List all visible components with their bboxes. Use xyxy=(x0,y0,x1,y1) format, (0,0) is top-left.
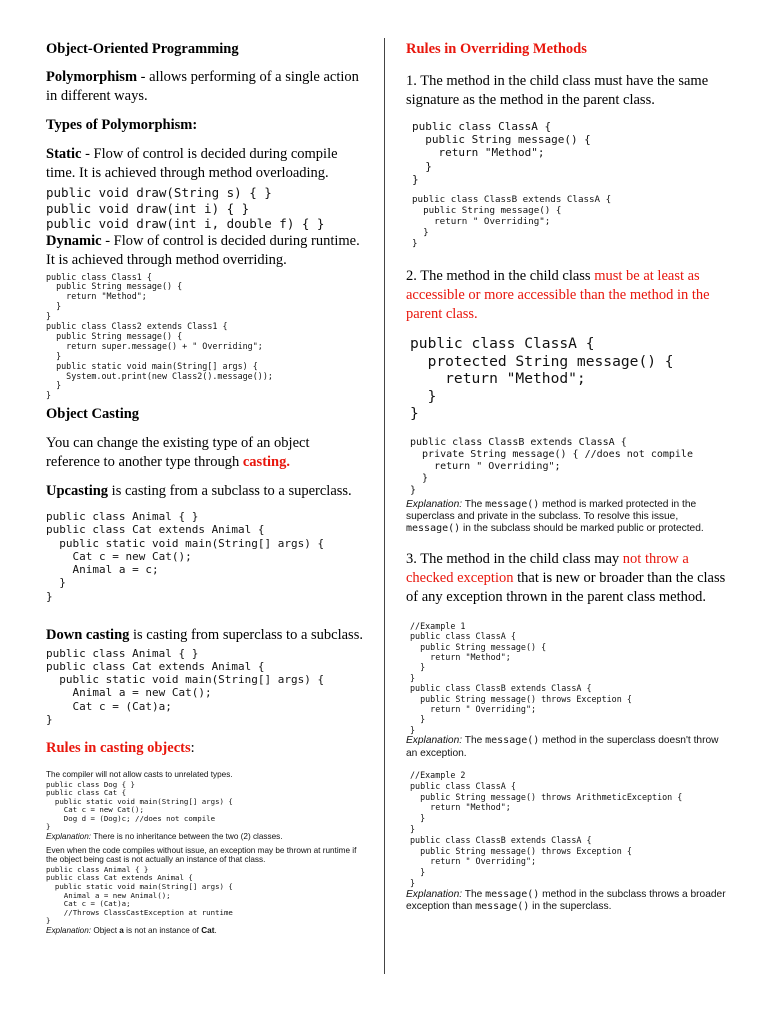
explanation-text: Object xyxy=(91,926,120,936)
explanation-label: Explanation: xyxy=(46,832,92,842)
overriding-heading: Rules in Overriding Methods xyxy=(406,41,587,57)
rules-casting-title: Rules in casting objects xyxy=(46,739,191,756)
override-rule-2-code-a: public class ClassA { protected String message() { return "Method"; } } xyxy=(410,335,674,423)
explanation-var-a: a xyxy=(119,926,124,936)
override-rule-1: 1. The method in the child class must have the same signature as the method in the parent class. xyxy=(406,73,709,108)
rule-casting-2-explanation xyxy=(46,926,364,936)
explanation-method: message() xyxy=(485,498,540,510)
upcasting-text: is casting from a subclass to a superclass. xyxy=(108,483,352,500)
rule-casting-1-explanation xyxy=(46,832,364,842)
object-casting-heading: Object Casting xyxy=(46,406,140,423)
explanation-text: method in the subclass throws a broader exception than xyxy=(406,888,726,913)
dynamic-code: public class Class1 { public String message() { return "Method"; } } public class Class2 extends Class1 { public String message() { return super.message() + " Overriding"; } public static void main(String[] args) { System.out.print(new Class2().message()); } } xyxy=(46,271,273,401)
override-rule-3 xyxy=(406,550,728,607)
rule-2-highlight: must be at least as accessible or more accessible than the method in the parent class. xyxy=(406,268,710,323)
dynamic-term: Dynamic xyxy=(46,232,102,249)
static-definition xyxy=(46,145,364,183)
override-rule-3-explanation-2 xyxy=(406,889,728,914)
polymorphism-term: Polymorphism xyxy=(46,69,138,85)
explanation-text: The xyxy=(462,888,486,900)
static-text: - Flow of control is decided during compile time. It is achieved through method overloading. xyxy=(46,146,338,181)
explanation-label: Explanation: xyxy=(406,498,463,510)
override-rule-2-explanation xyxy=(406,499,728,536)
casting-text xyxy=(46,434,364,472)
dynamic-text: - Flow of control is decided during runtime. It is achieved through method overriding. xyxy=(46,232,360,268)
explanation-text: There is no inheritance between the two (2) classes. xyxy=(91,832,283,842)
explanation-text: The xyxy=(462,735,486,747)
casting-word: casting. xyxy=(242,454,290,471)
explanation-label: Explanation: xyxy=(406,735,463,747)
types-heading: Types of Polymorphism: xyxy=(46,117,198,133)
downcasting-term: Down casting xyxy=(46,626,130,643)
downcasting-code: public class Animal { } public class Cat extends Animal { public static void main(String[] args) { Animal a = new Cat(); Cat c = (Cat)a; } xyxy=(46,646,325,726)
left-column xyxy=(46,40,364,936)
column-divider xyxy=(384,38,385,974)
static-code: public void draw(String s) { } public void draw(int i) { } public void draw(int i, double f) { } xyxy=(46,185,325,231)
override-rule-2-code-b: public class ClassB extends ClassA { private String message() { //does not compile return " Overriding"; } } xyxy=(410,436,693,496)
explanation-method: message() xyxy=(485,888,540,900)
explanation-label: Explanation: xyxy=(406,888,463,900)
casting-text-main: You can change the existing type of an object reference to another type through xyxy=(46,435,310,471)
explanation-method: message() xyxy=(485,735,540,747)
rule-casting-1-code: public class Dog { } public class Cat { public static void main(String[] args) { Cat c = new Cat(); Dog d = (Dog)c; //does not compile } xyxy=(46,779,233,832)
override-rule-3-explanation-1 xyxy=(406,735,728,760)
rule-2-text: 2. The method in the child class xyxy=(406,268,595,285)
override-rule-3-code-1: //Example 1 public class ClassA { public String message() { return "Method"; } } public class ClassB extends ClassA { public String message() throws Exception { return " Overriding"; } } xyxy=(410,620,632,735)
static-term: Static xyxy=(46,146,82,162)
right-column xyxy=(406,40,728,914)
polymorphism-definition xyxy=(46,68,364,106)
rule-3-text: 3. The method in the child class may xyxy=(406,550,623,567)
rules-casting-colon: : xyxy=(190,739,195,756)
explanation-text: method is marked protected in the superclass and private in the subclass. To resolve this issue, xyxy=(406,498,697,522)
override-rule-1-code-b: public class ClassB extends ClassA { public String message() { return " Overriding"; } } xyxy=(412,194,612,250)
rules-casting-heading xyxy=(46,739,364,758)
override-rule-1-code-a: public class ClassA { public String message() { return "Method"; } } xyxy=(412,120,591,186)
override-rule-2 xyxy=(406,267,728,324)
upcasting-code: public class Animal { } public class Cat extends Animal { public static void main(String[] args) { Cat c = new Cat(); Animal a = c; } } xyxy=(46,510,325,603)
rule-casting-2: Even when the code compiles without issue, an exception may be thrown at runtime if the object being cast is not actually an instance of that class. xyxy=(46,845,357,865)
downcasting-text: is casting from superclass to a subclass. xyxy=(129,626,363,643)
explanation-text: in the superclass. xyxy=(529,901,612,913)
explanation-text: method in the superclass doesn't throw an exception. xyxy=(406,735,719,759)
rule-casting-1: The compiler will not allow casts to unrelated types. xyxy=(46,769,233,779)
explanation-class-cat: Cat xyxy=(201,926,215,936)
rule-3-highlight: not throw a checked exception xyxy=(406,550,689,586)
polymorphism-text: - allows performing of a single action in different ways. xyxy=(46,69,359,104)
dynamic-definition xyxy=(46,232,364,270)
explanation-method: message() xyxy=(406,523,461,535)
explanation-method: message() xyxy=(475,901,530,913)
explanation-text: in the subclass should be marked public or protected. xyxy=(460,523,704,535)
rule-3-text: that is new or broader than the class of any exception thrown in the parent class method. xyxy=(406,569,726,605)
explanation-label: Explanation: xyxy=(46,926,92,936)
explanation-text: . xyxy=(214,926,217,936)
explanation-text: The xyxy=(462,498,486,510)
upcasting-term: Upcasting xyxy=(46,483,109,500)
downcasting-definition xyxy=(46,626,364,645)
upcasting-definition xyxy=(46,482,364,501)
explanation-text: is not an instance of xyxy=(123,926,202,936)
override-rule-3-code-2: //Example 2 public class ClassA { public String message() throws ArithmeticException { return "Method"; } } public class ClassB extends ClassA { public String message() throws Exception { return " Overriding"; } } xyxy=(410,770,683,888)
page-heading: Object-Oriented Programming xyxy=(46,41,239,57)
rule-casting-2-code: public class Animal { } public class Cat extends Animal { public static void main(String[] args) { Animal a = new Animal(); Cat c = (Cat)a; //Throws ClassCastException at runtime } xyxy=(46,864,233,926)
